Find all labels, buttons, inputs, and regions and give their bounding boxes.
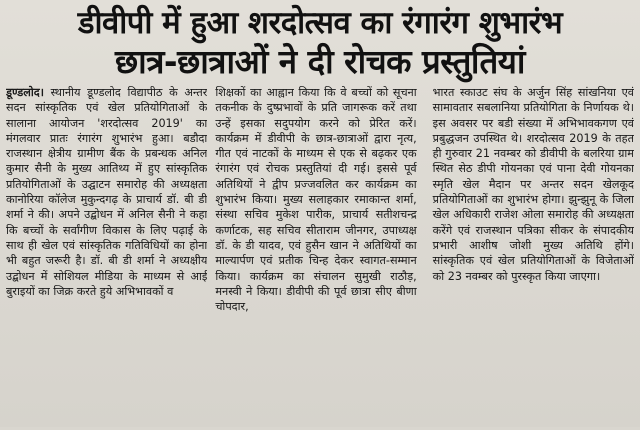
headline-line-2: छात्र-छात्राओं ने दी रोचक प्रस्तुतियां — [115, 42, 525, 81]
column-3-text: भारत स्काउट संघ के अर्जुन सिंह सांखनिया एवं सामावतार सबलानिया प्रतियोगिता के निर्णायक थे। इस अवसर पर बडी संख्या में अभिभावकगण एवं प्रबुद्धजन उपस्थित थे। शरदोत्सव 2019 के तहत ही गुरुवार 21 नवम्बर को डीवीपी के बलरिया ग्राम स्थित सेठ डीपी गोयनका एवं पाना देवी गोयनका स्मृति खेल मैदान पर अन्तर सदन खेलकूद प्रतियोगिताओं का शुभारंभ होगा। झुन्झुनू के जिला खेल अधिकारी राजेश ओला समारोह की अध्यक्षता करेंगे एवं राजस्थान पत्रिका सीकर के संपादकीय प्रभारी आशीष जोशी मुख्य अतिथि होंगे। सांस्कृतिक एवं खेल प्रतियोगिताओं के विजेताओं को 23 नवम्बर को पुरस्कृत किया जाएगा। — [432, 86, 634, 283]
article-column-3 — [425, 85, 634, 430]
article-body — [6, 85, 634, 430]
column-2-text: शिक्षकों का आह्वान किया कि वे बच्चों को सूचना तकनीक के दुष्प्रभावों के प्रति जागरूक करें तथा उन्हें इसका सदुपयोग करने को प्रेरित करें। कार्यक्रम में डीवीपी के छात्र-छात्राओं द्वारा नृत्य, गीत एवं नाटकों के माध्यम से एक से बढ़कर एक रंगारंग एवं रोचक प्रस्तुतियां दी गई। इससे पूर्व अतिथियों ने द्वीप प्रज्जवलित कर कार्यक्रम का शुभारंभ किया। मुख्य सलाहकार रमाकान्त शर्मा, संस्था सचिव मुकेश पारीक, प्राचार्य सतीशचन्द्र कर्णाटक, सह सचिव सीताराम जीनगर, उपाध्यक्ष डॉ. के डी यादव, एवं हुसैन खान ने अतिथियों का माल्यार्पण एवं प्रतीक चिन्ह देकर स्वागत-सम्मान किया। कार्यक्रम का संचालन सुमुखी राठौड़, मनस्वी ने किया। डीवीपी की पूर्व छात्रा सीए बीणा चोपदार, — [215, 86, 417, 314]
article-column-2 — [215, 85, 416, 430]
column-1-text: स्थानीय डूण्डलोद विद्यापीठ के अन्तर सदन सांस्कृतिक एवं खेल प्रतियोगिताओं के सालाना आयोजन 'शरदोत्सव 2019' का मंगलवार प्रातः रंगारंग शुभारंभ हुआ। बडौदा राजस्थान क्षेत्रीय ग्रामीण बैंक के प्रबन्धक अनिल कुमार सैनी के मुख्य आतिथ्य में हुए सांस्कृतिक प्रतियोगिताओं के उद्घाटन समारोह की अध्यक्षता कानोरिया कॉलेज मुकुन्दगढ़ के प्राचार्य डॉ. बी डी शर्मा ने की। अपने उद्बोधन में अनिल सैनी ने कहा कि बच्चों के सर्वांगीण विकास के लिए पढ़ाई के साथ ही खेल एवं सांस्कृतिक गतिविधियों का होना भी बहुत जरूरी है। डॉ. बी डी शर्मा ने अध्यक्षीय उद्बोधन में सोशियल मीडिया के माध्यम से आई बुराइयों का जिक्र करते हुये अभिभावकों व — [6, 86, 208, 298]
dateline: डूण्डलोद। — [6, 86, 44, 99]
article-column-1 — [6, 85, 207, 430]
headline-line-1: डीवीपी में हुआ शरदोत्सव का रंगारंग शुभारंभ — [77, 5, 563, 41]
